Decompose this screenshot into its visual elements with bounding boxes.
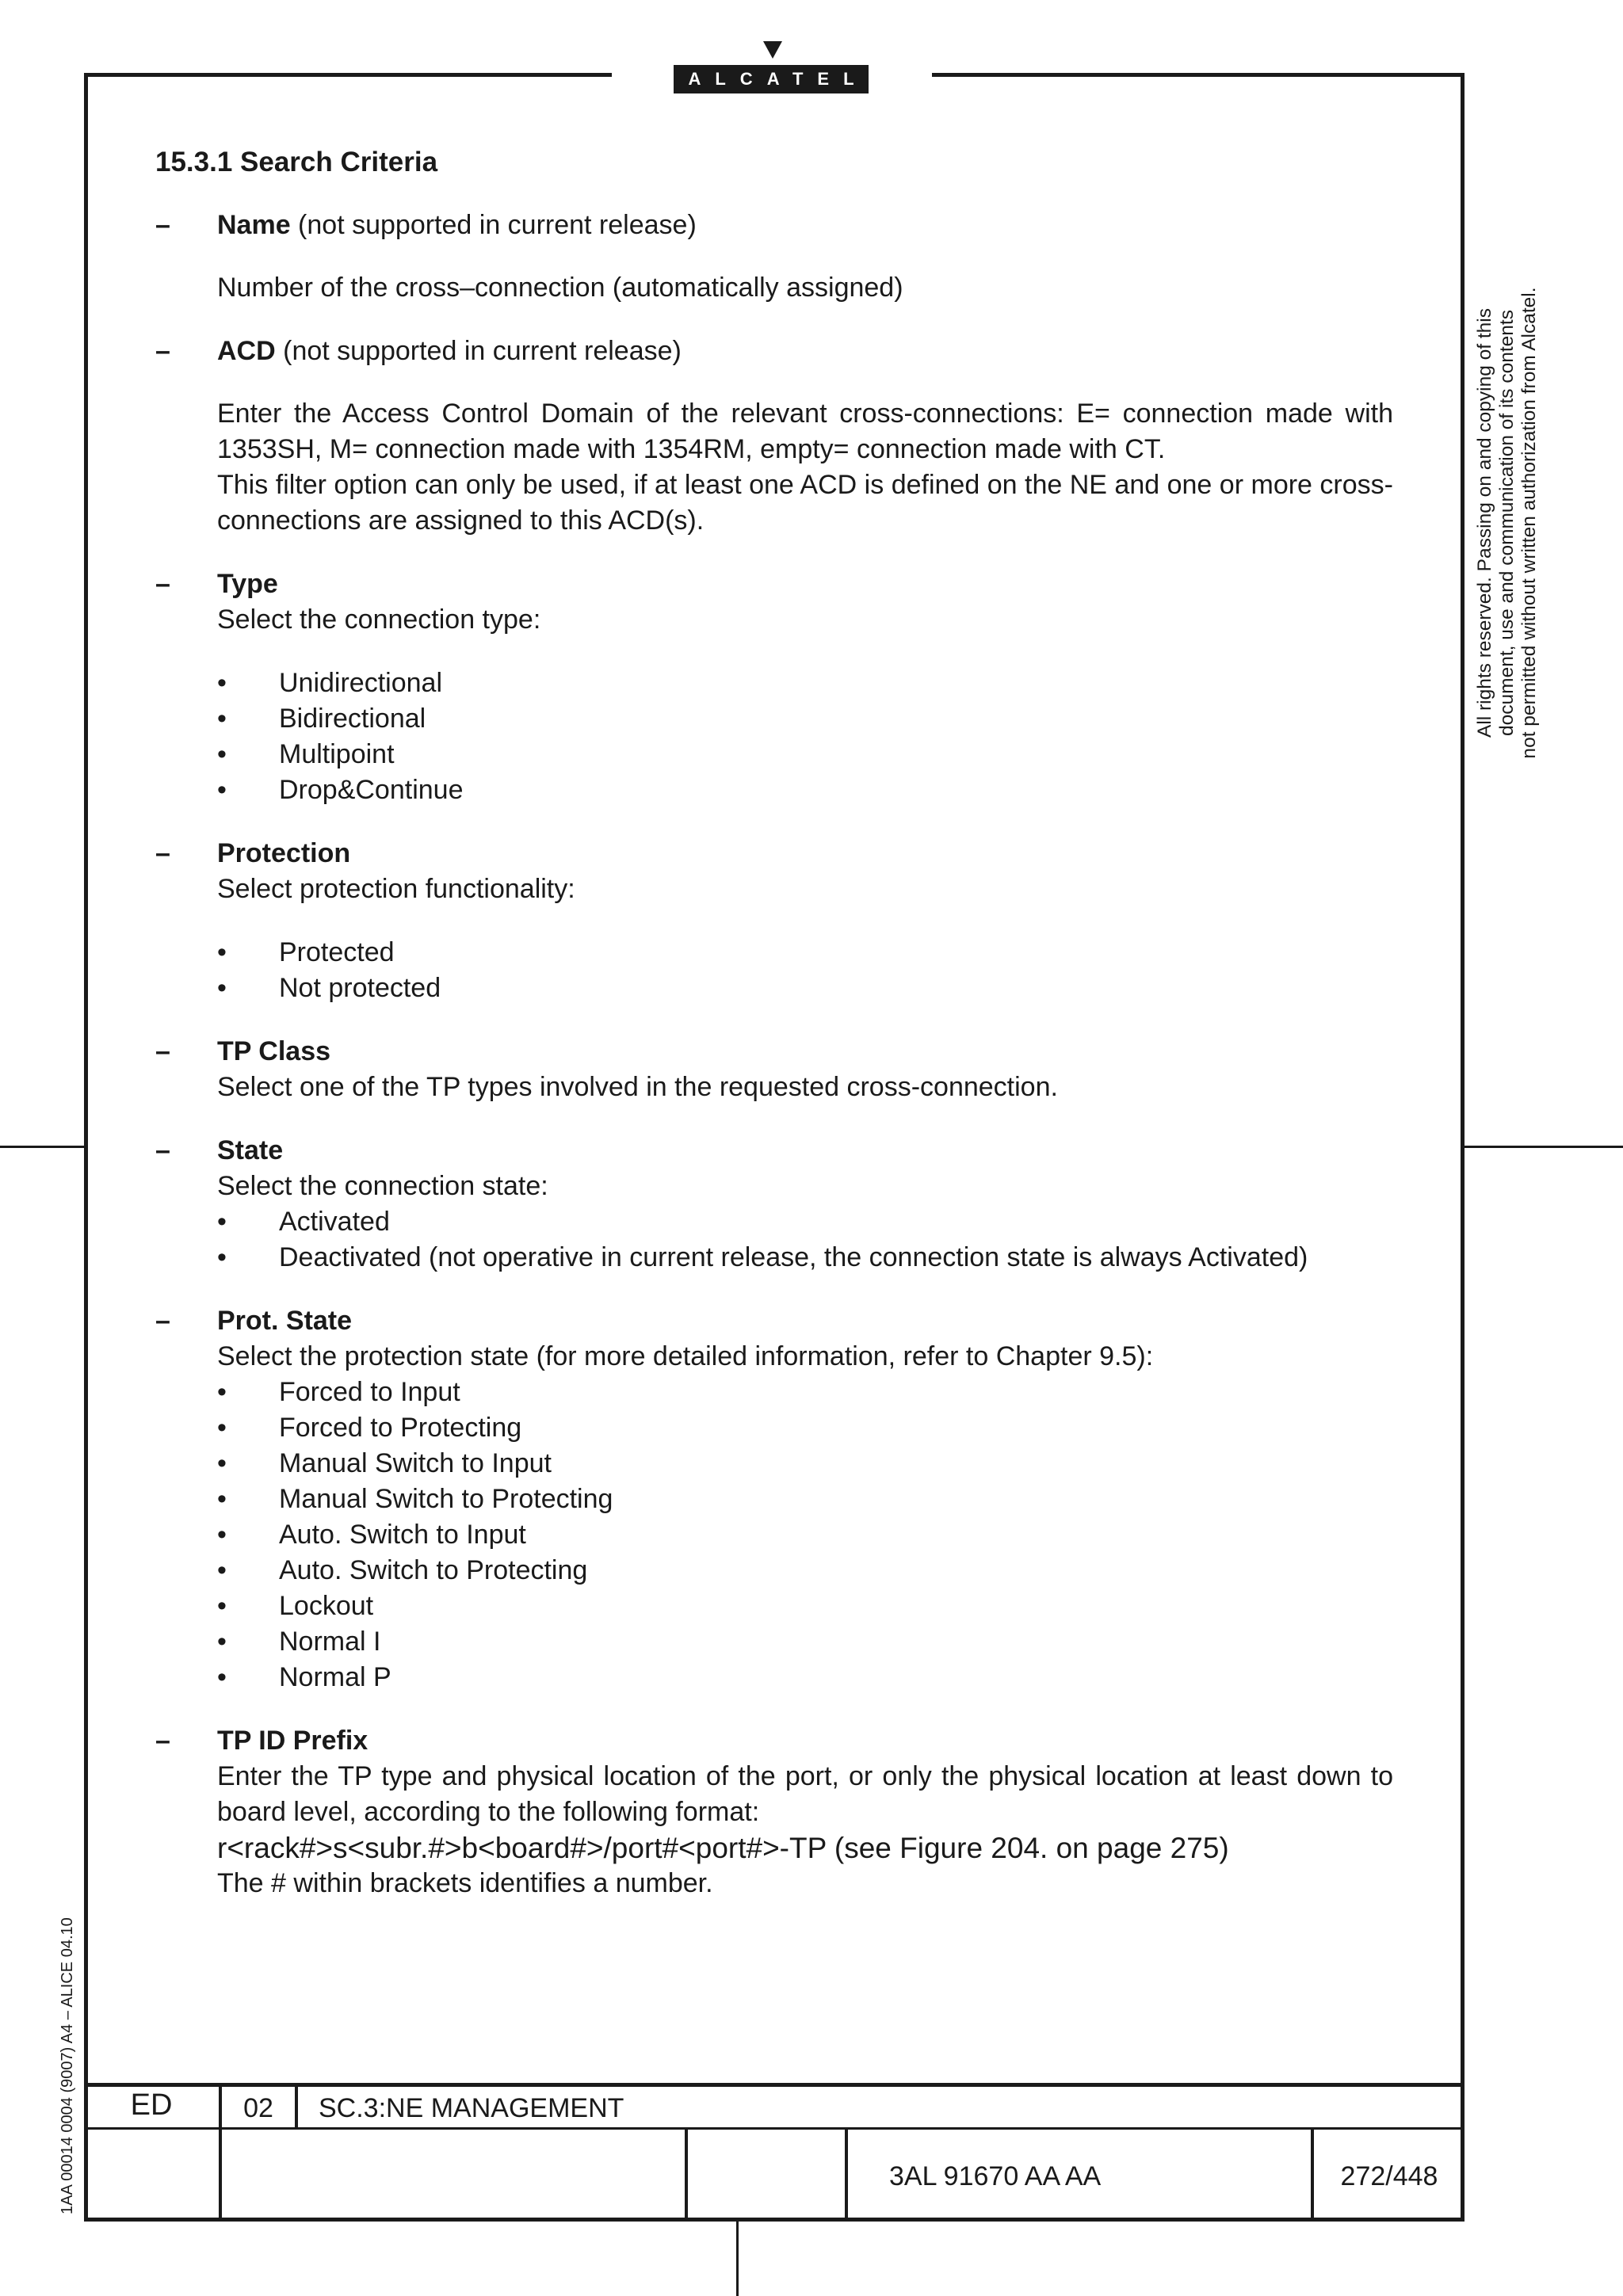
list-item: • Auto. Switch to Input [217,1520,526,1550]
list-item: • Protected [217,937,395,967]
copyright-line: All rights reserved. Passing on and copying of this [1474,308,1495,738]
criterion-desc: Enter the Access Control Domain of the relevant cross-connections: E= connection made with 1353SH, M= connection made with 1354RM, empty= connection made with CT. [217,399,1393,464]
criterion-desc: Select the protection state (for more detailed information, refer to Chapter 9.5): [217,1341,1154,1371]
dash-marker: – [155,1036,170,1066]
criterion-title: TP Class [217,1036,331,1066]
list-item: • Manual Switch to Input [217,1448,552,1478]
criterion-title: Prot. State [217,1306,353,1336]
criterion-title: ACD [217,336,276,366]
dash-marker: – [155,1726,170,1756]
criterion-desc: Select the connection state: [217,1171,548,1201]
option-list [217,1375,1393,1695]
left-fold-mark [0,1146,84,1148]
criterion-desc: Select protection functionality: [217,874,575,904]
page-number: 272/448 [1340,2161,1438,2191]
list-item: • Not protected [217,973,441,1003]
criterion-acd [155,334,1393,539]
criterion-title: TP ID Prefix [217,1726,369,1756]
dash-marker: – [155,1135,170,1165]
list-item: • Forced to Input [217,1377,460,1407]
criterion-title: Protection [217,838,351,868]
criterion-note: (not supported in current release) [275,336,682,366]
list-item: • Activated [217,1207,390,1237]
dash-marker: – [155,336,170,366]
list-item: • Bidirectional [217,704,426,734]
footer-table [84,2083,1465,2222]
document-body [155,144,1393,1929]
dash-marker: – [155,569,170,599]
list-item: • Normal I [217,1627,381,1657]
criterion-protection [155,836,1393,1006]
criterion-desc: Enter the TP type and physical location of the port, or only the physical location at least down to board level, according to the following format: [217,1761,1393,1827]
list-item: • Unidirectional [217,668,442,698]
chapter-title: SC.3:NE MANAGEMENT [319,2093,624,2123]
footer-mid-rule [84,2127,1465,2130]
criterion-name [155,208,1393,306]
footer-divider [845,2129,848,2222]
edition-label: ED [130,2088,173,2122]
copyright-note [1474,246,1553,800]
footer-divider [685,2129,688,2222]
option-list [217,1204,1393,1276]
copyright-line: document, use and communication of its contents [1496,310,1518,736]
criterion-type [155,566,1393,808]
list-item: • Deactivated (not operative in current release, the connection state is always Activated) [217,1242,1308,1272]
bottom-center-mark [736,2222,739,2296]
document-code: 3AL 91670 AA AA [889,2161,1102,2191]
criterion-desc: This filter option can only be used, if at least one ACD is defined on the NE and one or more cross-connections are assigned to this ACD(s). [217,470,1393,536]
criterion-tp-id-prefix [155,1723,1393,1901]
footer-top-rule [84,2083,1465,2087]
criterion-state [155,1133,1393,1276]
option-list [217,935,1393,1006]
criterion-title: Type [217,569,278,599]
criterion-tp-class [155,1034,1393,1105]
list-item: • Lockout [217,1591,374,1621]
logo-triangle-icon [763,41,782,59]
form-code: 1AA 00014 0004 (9007) A4 – ALICE 04.10 [59,1917,76,2214]
criterion-desc: Select the connection type: [217,605,541,635]
format-string: r<rack#>s<subr.#>b<board#>/port#<port#>-TP (see Figure 204. on page 275) [217,1832,1229,1864]
dash-marker: – [155,210,170,240]
criterion-desc: Select one of the TP types involved in the requested cross-connection. [217,1072,1058,1102]
option-list [217,666,1393,808]
criterion-note: (not supported in current release) [290,210,697,240]
section-heading: 15.3.1 Search Criteria [155,147,438,177]
dash-marker: – [155,1306,170,1336]
list-item: • Multipoint [217,739,395,769]
criterion-prot-state [155,1303,1393,1695]
right-fold-mark [1465,1146,1623,1148]
list-item: • Drop&Continue [217,775,464,805]
edition-number: 02 [243,2093,273,2123]
dash-marker: – [155,838,170,868]
alcatel-logo: ALCATEL [674,65,869,93]
list-item: • Forced to Protecting [217,1413,522,1443]
list-item: • Manual Switch to Protecting [217,1484,613,1514]
criterion-title: State [217,1135,284,1165]
list-item: • Normal P [217,1662,391,1692]
criterion-note: The # within brackets identifies a number. [217,1868,713,1898]
list-item: • Auto. Switch to Protecting [217,1555,588,1585]
footer-divider [295,2083,298,2129]
copyright-line: not permitted without written authorization from Alcatel. [1518,287,1540,759]
criterion-title: Name [217,210,291,240]
criterion-desc: Number of the cross–connection (automatically assigned) [217,273,903,303]
